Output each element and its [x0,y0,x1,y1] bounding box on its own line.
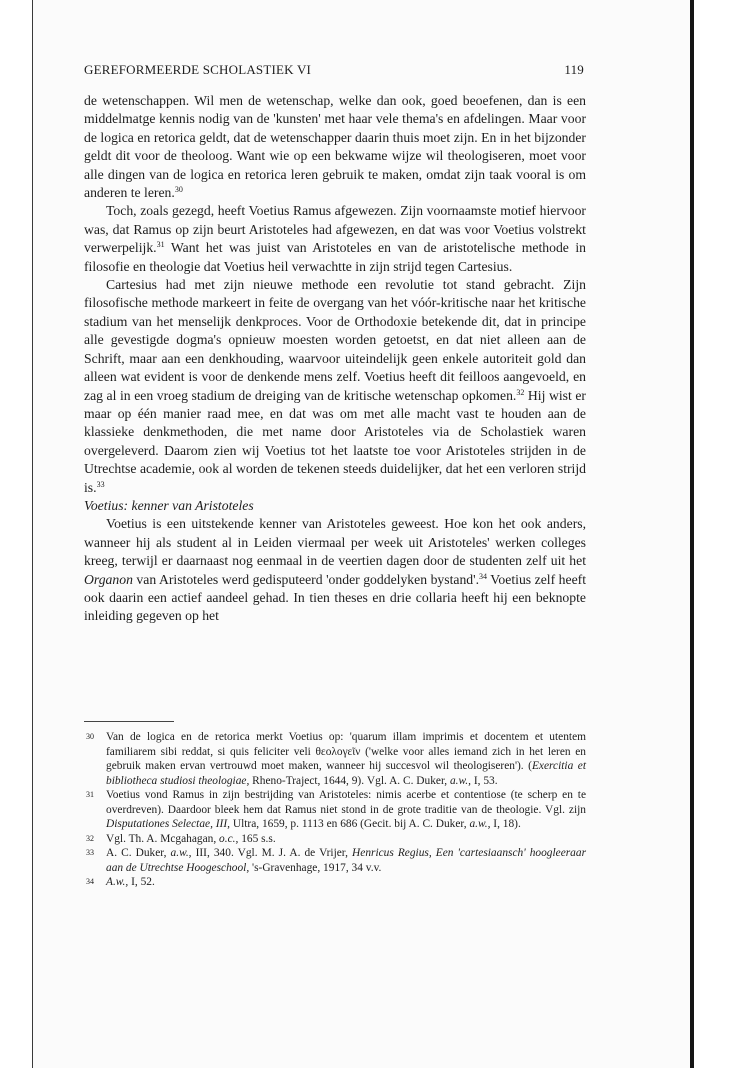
footnote-33: 33 A. C. Duker, a.w., III, 340. Vgl. M. J. A. de Vrijer, Henricus Regius, Een 'cartesiaansch' hoogleeraar aan de Utrechtse Hoogeschool, 's-Gravenhage, 1917, 34 v.v. [86,847,587,874]
section-paragraph: Voetius is een uitstekende kenner van Aristoteles geweest. Hoe kon het ook anders, wanneer hij als student al in Leiden viermaal per week uit Aristoteles' werken colleges kreeg, terwijl er daarnaast nog eenmaal in de veertien dagen door de studenten zelf uit het Organon van Aristoteles werd gedisputeerd 'onder goddelyken bystand'.$^{34}$ Voetius zelf heeft ook daarin een actief aandeel gehad. In tien theses en drie collaria heeft hij een beknopte inleiding gegeven op het [84,516,587,624]
organon-title: Organon [84,571,133,587]
footnote-ref-31[interactable]: 31 [156,240,165,250]
section-heading: Voetius: kenner van Aristoteles [84,497,254,513]
footnote-34: 34 A.w., I, 52. [86,876,155,888]
paragraph-3: Cartesius had met zijn nieuwe methode een revolutie tot stand gebracht. Zijn filosofische methode markeert in feite de overgang van het vóór-kritische naar het kritische stadium van het menselijk denkproces. Voor de Orthodoxie betekende dit, dat in principe alle gevestigde dogma's opnieuw moesten worden getoetst, en dat niet alleen aan de Schrift, maar aan een denkhouding, waarvoor uiteindelijk geen enkele autoriteit gold dan alleen wat evident is voor de denkende mens zelf. Voetius heeft dit feilloos aangevoeld, en zag al in een vroeg stadium de dreiging van de kritische wetenschap opkomen.$^{32}$ Hij wist er maar op één manier raad mee, en dat was om met alle macht vast te houden aan de klassieke denkmethoden, die met name door Aristoteles via de Scholastiek waren overgeleverd. Daarom zien wij Voetius tot het laatste toe voor Aristoteles strijden in de Utrechtse academie, ook al worden de tekenen steeds duidelijker, dat het een verloren strijd is.$^{33}$ [84,277,586,495]
footnote-number: 33 [86,848,94,857]
running-title: GEREFORMEERDE SCHOLASTIEK VI [84,62,312,77]
page-right-edge [690,0,694,1068]
footnote-30: 30 Van de logica en de retorica merkt Voetius op: 'quarum illam imprimis et docentem et utentem familiarem sibi reddat, si quis feliciter veli θεολογεῖν ('welke voor alles iemand zich in het leren en gebruik maken ervan vertrouwd moet maken, wanneer hij succesvol wil theologiseren'). (Exercitia et bibliotheca studiosi theologiae, Rheno-Traject, 1644, 9). Vgl. A. C. Duker, a.w., I, 53. [86,731,586,787]
paragraph-1: de wetenschappen. Wil men de wetenschap, welke dan ook, goed beoefenen, dan is een middelmatge kennis nodig van de 'kunsten' met haar vele thema's en afdelingen. Maar voor de logica en retorica geldt, dat de wetenschapper daarin thuis moet zijn. En in het bijzonder geldt dit voor de theoloog. Want wie op een bekwame wijze wil theologiseren, moet voor alle dingen van de logica en retorica leren gebruik te maken, omdat zijn taak vooral is om anderen te leren.$^{30}$ [84,93,586,201]
paragraph-2: Toch, zoals gezegd, heeft Voetius Ramus afgewezen. Zijn voornaamste motief hiervoor was, dat Ramus op zijn beurt Aristoteles had afgewezen, en dat was voor Voetius volstrekt verwerpelijk.$^{31}$ Want het was juist van Aristoteles en van de aristotelische methode in filosofie en theologie dat Voetius heil verwachtte in zijn strijd tegen Cartesius. [84,203,586,274]
footnotes [84,730,586,890]
running-header [84,62,584,82]
footnote-ref-33[interactable]: 33 [96,479,105,489]
footnote-number: 32 [86,833,94,843]
footnote-ref-30[interactable]: 30 [174,185,183,195]
footnote-ref-32[interactable]: 32 [516,387,525,397]
footnote-separator [84,721,174,722]
footnote-number: 30 [86,732,94,741]
footnote-32: 32 Vgl. Th. A. Mcgahagan, o.c., 165 s.s. [86,832,276,845]
footnote-number: 31 [86,790,94,799]
page-left-edge [32,0,33,1068]
footnote-ref-34[interactable]: 34 [479,571,488,581]
footnote-31: 31 Voetius vond Ramus in zijn bestrijding van Aristoteles: nimis acerbe et contentiose (te scherp en te overdreven). Daardoor bleek hem dat Ramus niet stond in de grote traditie van de theologie. Vgl. zijn Disputationes Selectae, III, Ultra, 1659, p. 1113 en 686 (Gecit. bij A. C. Duker, a.w., I, 18). [86,789,586,830]
footnote-number: 34 [86,877,94,886]
body-text [84,92,586,626]
page-number: 119 [564,62,584,77]
